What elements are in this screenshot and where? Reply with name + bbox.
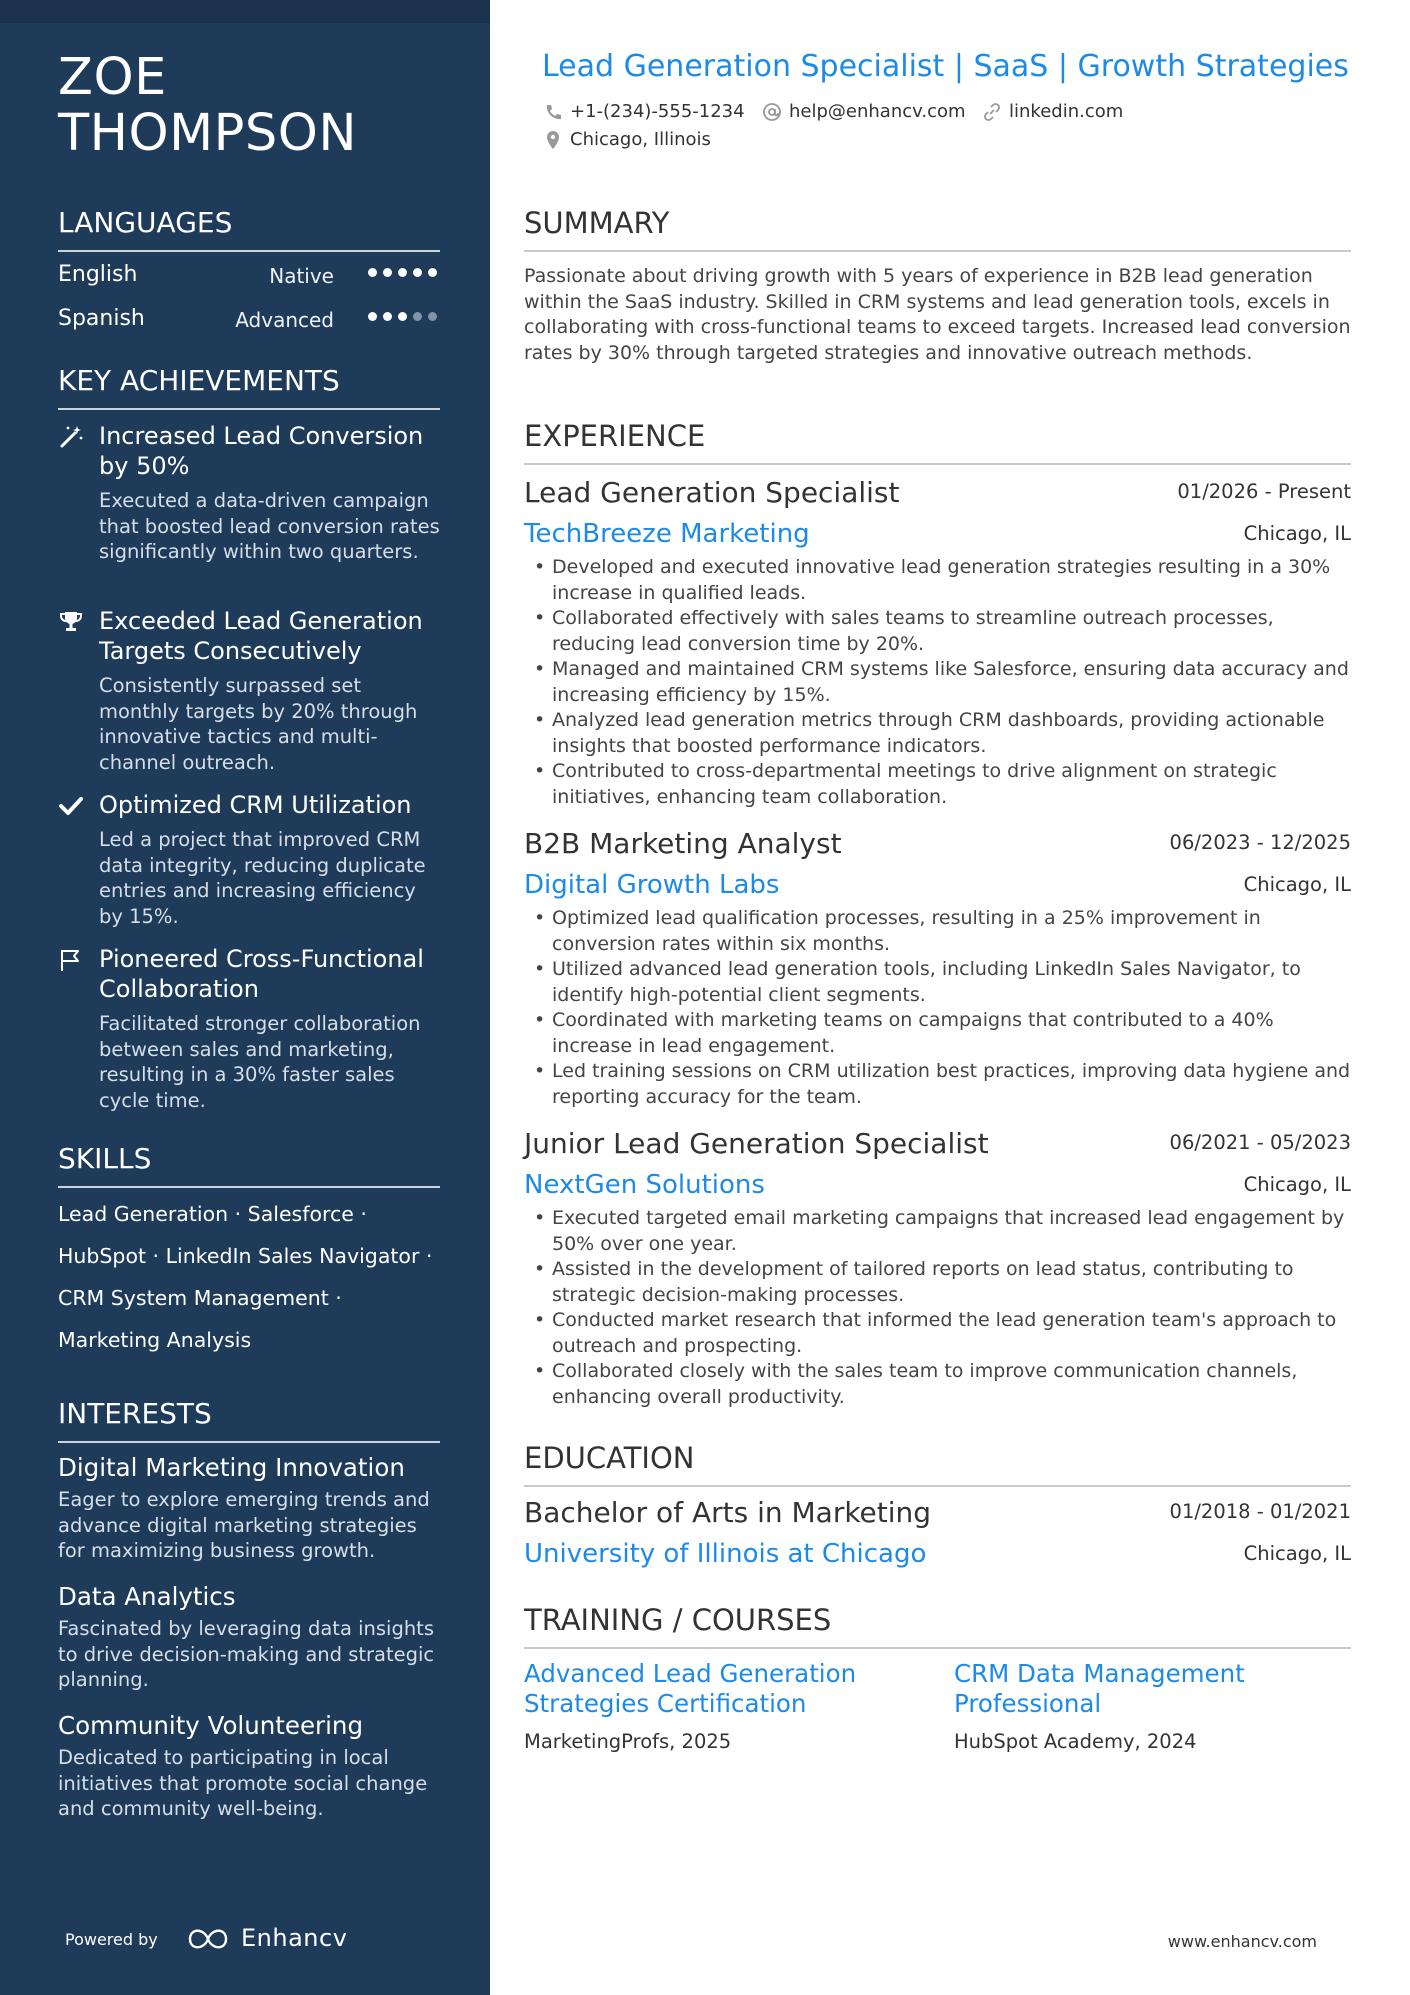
job-bullet: • Coordinated with marketing teams on campaigns that contributed to a 40% increase in lead engagement. [524,1008,1351,1059]
job-bullet: • Assisted in the development of tailored reports on lead status, contributing to strategic decision-making processes. [524,1257,1351,1308]
education-dates: 01/2018 - 01/2021 [1169,1500,1351,1523]
job-bullet: • Managed and maintained CRM systems like Salesforce, ensuring data accuracy and increasing efficiency by 15%. [524,657,1351,708]
rating-dot-filled [383,312,392,321]
job-bullet: • Conducted market research that informed the lead generation team's approach to outreach and prospecting. [524,1308,1351,1359]
job-bullet: • Led training sessions on CRM utilization best practices, improving data hygiene and reporting accuracy for the team. [524,1059,1351,1110]
company-name: NextGen Solutions [524,1170,765,1200]
rating-dot-filled [398,312,407,321]
candidate-name [58,50,458,162]
email-address[interactable]: help@enhancv.com [789,101,966,122]
location-pin-icon [543,130,563,150]
education-entry [524,1496,1351,1576]
magic-wand-icon [58,424,84,450]
course-item [954,1659,1334,1755]
interest-title: Data Analytics [58,1582,236,1611]
sidebar-top-band [0,0,490,23]
sidebar [0,0,490,1995]
skills-list [58,1193,440,1361]
job-bullet: • Analyzed lead generation metrics through CRM dashboards, providing actionable insights that boosted performance indicators. [524,708,1351,759]
interest-item [58,1581,448,1693]
job-bullets [524,906,1351,1110]
link-icon [982,102,1002,122]
phone-icon [543,103,563,123]
job-bullet: • Developed and executed innovative lead generation strategies resulting in a 30% increase in qualified leads. [524,555,1351,606]
job-bullet: • Collaborated effectively with sales teams to streamline outreach processes, reducing lead conversion time by 20%. [524,606,1351,657]
achievement-title: Exceeded Lead Generation Targets Consecutively [99,607,423,665]
enhancv-logo-icon [184,1922,232,1956]
languages-heading: LANGUAGES [58,206,440,252]
rating-dot-filled [413,268,422,277]
location: Chicago, Illinois [570,129,711,150]
job-bullet: • Contributed to cross-departmental meetings to drive alignment on strategic initiatives, enhancing team collaboration. [524,759,1351,810]
language-name: Spanish [58,306,145,331]
interest-description: Eager to explore emerging trends and advance digital marketing strategies for maximizing business growth. [58,1488,430,1562]
enhancv-brand-name: Enhancv [241,1924,348,1952]
summary-text: Passionate about driving growth with 5 years of experience in B2B lead generation within the SaaS industry. Skilled in CRM systems and lead generation tools, excels in collaborating with cross-functional teams to exceed targets. Increased lead conversion rates by 30% through targeted strategies and innovative outreach methods. [524,265,1351,364]
course-title: Advanced Lead Generation Strategies Certification [524,1659,857,1718]
job-bullet: • Utilized advanced lead generation tools, including LinkedIn Sales Navigator, to identify high-potential client segments. [524,957,1351,1008]
job-location: Chicago, IL [1243,522,1351,545]
education-location: Chicago, IL [1243,1542,1351,1565]
at-icon [762,102,782,122]
headline: Lead Generation Specialist | SaaS | Growth Strategies [542,49,1349,84]
checkmark-icon [58,793,84,819]
job-bullets [524,1206,1351,1410]
company-name: Digital Growth Labs [524,870,780,900]
job-bullets [524,555,1351,810]
degree: Bachelor of Arts in Marketing [524,1496,932,1529]
achievement-title: Pioneered Cross-Functional Collaboration [99,945,424,1003]
interest-description: Fascinated by leveraging data insights to drive decision-making and strategic planning. [58,1617,435,1691]
achievement-description: Facilitated stronger collaboration between sales and marketing, resulting in a 30% faster sales cycle time. [99,1012,421,1112]
main-content [490,0,1410,1995]
rating-dot-filled [383,268,392,277]
name-first: ZOE [58,48,167,107]
job-title: B2B Marketing Analyst [524,827,842,860]
job-dates: 06/2021 - 05/2023 [1169,1131,1351,1154]
course-provider: HubSpot Academy, 2024 [954,1730,1197,1753]
course-title: CRM Data Management Professional [954,1659,1245,1718]
language-level: Advanced [235,308,334,332]
skills-line: HubSpot · LinkedIn Sales Navigator · [58,1244,433,1268]
school-name: University of Illinois at Chicago [524,1539,927,1569]
interest-title: Community Volunteering [58,1711,364,1740]
achievement-description: Consistently surpassed set monthly targets by 20% through innovative tactics and multi-channel outreach. [99,674,418,774]
skills-line: Marketing Analysis [58,1328,252,1352]
enhancv-logo[interactable] [184,1922,348,1956]
interest-title: Digital Marketing Innovation [58,1453,405,1482]
education-heading: EDUCATION [524,1441,1351,1487]
achievement-title: Optimized CRM Utilization [99,791,412,819]
job-bullet: • Executed targeted email marketing campaigns that increased lead engagement by 50% over one year. [524,1206,1351,1257]
phone-number[interactable]: +1-(234)-555-1234 [570,101,745,122]
language-level: Native [269,264,334,288]
course-item [524,1659,904,1755]
rating-dot-empty [413,312,422,321]
rating-dot-filled [368,312,377,321]
interest-description: Dedicated to participating in local initiatives that promote social change and community well-being. [58,1746,428,1820]
skills-line: CRM System Management · [58,1286,342,1310]
website-link[interactable]: linkedin.com [1009,101,1124,122]
job-bullet: • Collaborated closely with the sales team to improve communication channels, enhancing overall productivity. [524,1359,1351,1410]
rating-dot-empty [428,312,437,321]
interests-heading: INTERESTS [58,1397,440,1443]
company-name: TechBreeze Marketing [524,519,810,549]
skills-line: Lead Generation · Salesforce · [58,1202,367,1226]
experience-heading: EXPERIENCE [524,419,1351,465]
interest-item [58,1710,448,1822]
course-provider: MarketingProfs, 2025 [524,1730,732,1753]
job-dates: 06/2023 - 12/2025 [1169,831,1351,854]
flag-icon [58,947,84,973]
job-dates: 01/2026 - Present [1177,480,1351,503]
language-row [58,306,440,338]
achievement-description: Executed a data-driven campaign that boosted lead conversion rates significantly within two quarters. [99,489,440,563]
language-name: English [58,262,138,287]
language-rating [368,312,440,326]
trophy-icon [58,609,84,635]
interest-item [58,1452,448,1564]
training-heading: TRAINING / COURSES [524,1603,1351,1649]
job-location: Chicago, IL [1243,1173,1351,1196]
footer-website[interactable]: www.enhancv.com [1167,1932,1317,1951]
language-rating [368,268,440,282]
rating-dot-filled [368,268,377,277]
rating-dot-filled [428,268,437,277]
achievements-heading: KEY ACHIEVEMENTS [58,364,440,410]
achievement-description: Led a project that improved CRM data integrity, reducing duplicate entries and increasing efficiency by 15%. [99,828,426,928]
job-title: Lead Generation Specialist [524,476,900,509]
summary-heading: SUMMARY [524,206,1351,252]
rating-dot-filled [398,268,407,277]
powered-by-label: Powered by [65,1930,158,1949]
name-last: THOMPSON [58,104,358,163]
skills-heading: SKILLS [58,1142,440,1188]
job-title: Junior Lead Generation Specialist [524,1127,989,1160]
job-bullet: • Optimized lead qualification processes, resulting in a 25% improvement in conversion rates within six months. [524,906,1351,957]
job-location: Chicago, IL [1243,873,1351,896]
language-row [58,262,440,294]
achievement-title: Increased Lead Conversion by 50% [99,422,424,480]
